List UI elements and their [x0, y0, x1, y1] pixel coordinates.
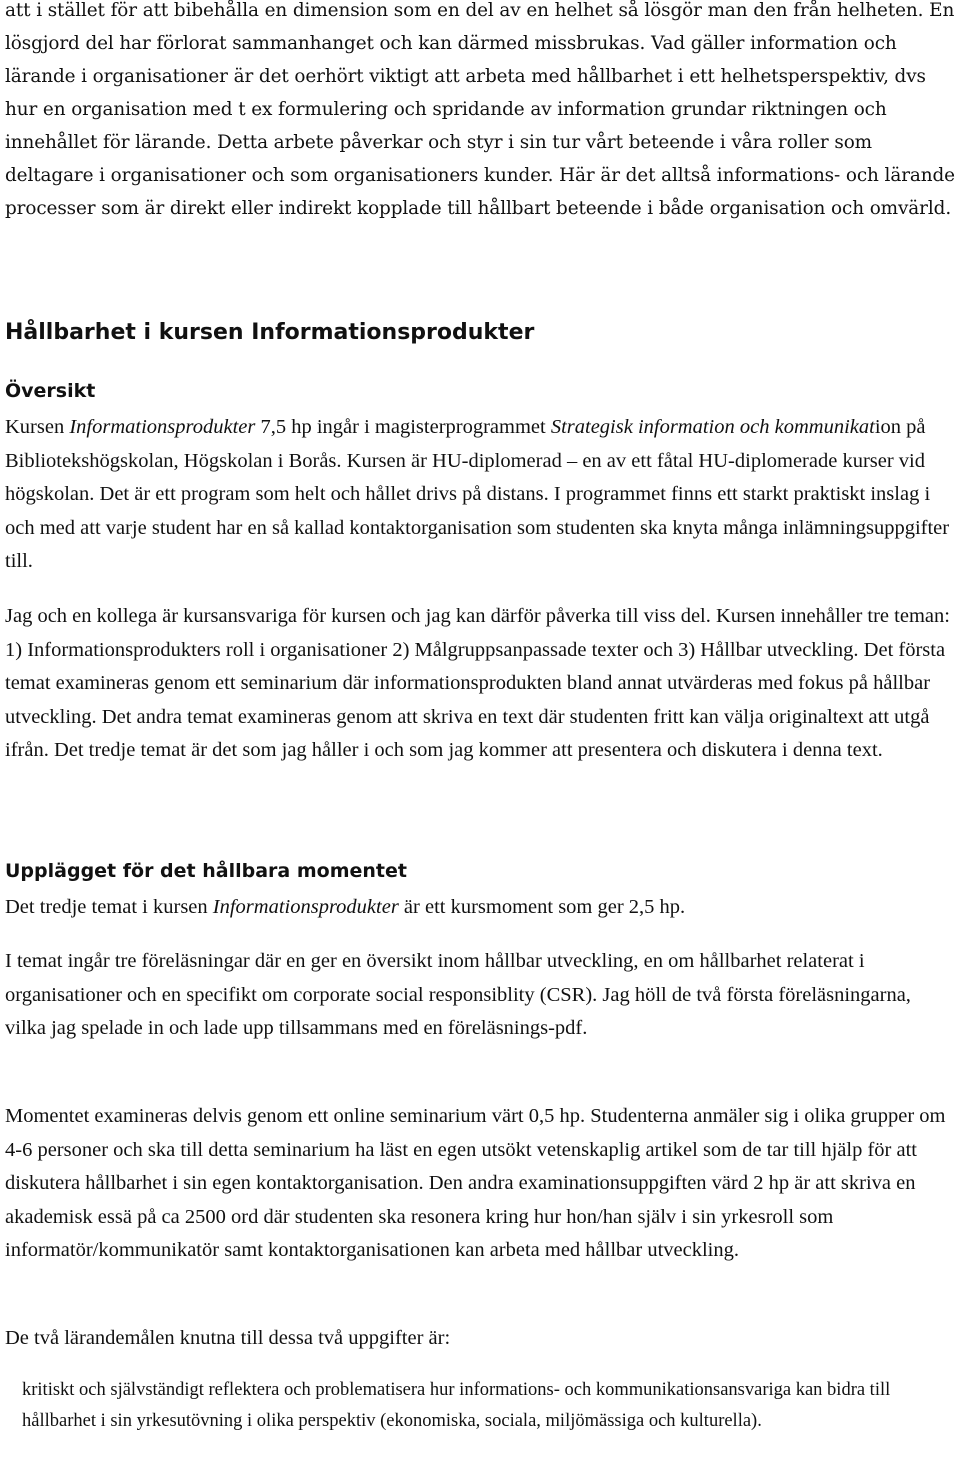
course-name: Informationsprodukter [69, 416, 256, 438]
course-overview-paragraph [5, 411, 957, 579]
text-run: Det tredje temat i kursen [5, 896, 213, 918]
lectures-paragraph: I temat ingår tre föreläsningar där en ger en översikt inom hållbar utveckling, en om hållbarhet relaterat i organisationer och en specifikt om corporate social responsiblity (CSR). Jag höll de två första föreläsningarna, vilka jag spelade in och lade upp tillsammans med en föreläsnings-pdf. [5, 950, 911, 1039]
responsibility-paragraph: Jag och en kollega är kursansvariga för kursen och jag kan därför påverka till viss del. Kursen innehåller tre teman: 1) Informationsprodukters roll i organisationer 2) Målgruppsanpassade texter och 3) Hållbar utveckling. Det första temat examineras genom ett seminarium där informationsprodukten bland annat utvärderas med fokus på hållbar utveckling. Det andra temat examineras genom att skriva en text där studenten fritt kan välja originaltext att utgå ifrån. Det tredje temat är det som jag håller i och som jag kommer att presentera och diskutera i denna text. [5, 605, 950, 761]
text-run: är ett kursmoment som ger 2,5 hp. [398, 896, 686, 918]
course-name: Informationsprodukter [212, 896, 399, 918]
learning-goal-quote: kritiskt och självständigt reflektera och problematisera hur informations- och kommunikationsansvariga kan bidra till hållbarhet i sin yrkesutövning i olika perspektiv (ekonomiska, sociala, miljömässiga och kulturella). [22, 1380, 891, 1431]
text-run: 7,5 hp ingår i magisterprogrammet [255, 416, 551, 438]
third-theme-paragraph [5, 891, 685, 925]
examination-paragraph: Momentet examineras delvis genom ett online seminarium värt 0,5 hp. Studenterna anmäler sig i olika grupper om 4-6 personer och ska till detta seminarium ha läst en egen utsökt vetenskaplig artikel som de tar till hjälp för att diskutera hållbarhet i sin egen kontaktorganisation. Den andra examinationsuppgiften värd 2 hp är att skriva en akademisk essä på ca 2500 ord där studenten ska resonera kring hur hon/han själv i sin yrkesroll som informatör/kommunikatör samt kontaktorganisationen kan arbeta med hållbar utveckling. [5, 1105, 946, 1261]
subheading-upplagg: Upplägget för det hållbara momentet [5, 860, 407, 882]
program-name: Strategisk information och kommunikat [550, 416, 875, 438]
subheading-oversikt: Översikt [5, 380, 96, 402]
text-run: ion på Bibliotekshögskolan, Högskolan i Borås. Kursen är HU-diplomerad – en av ett fåtal HU-diplomerade kurser vid högskolan. Det är ett program som helt och hållet drivs på distans. I programmet finns ett starkt praktiskt inslag i och med att varje student har en så kallad kontaktorganisation som studenten ska knyta många inlämningsuppgifter till. [5, 416, 950, 572]
section-heading-hallbarhet: Hållbarhet i kursen Informationsprodukter [5, 320, 535, 345]
learning-goals-paragraph: De två lärandemålen knutna till dessa två uppgifter är: [5, 1327, 451, 1349]
text-run: Kursen [5, 416, 70, 438]
intro-paragraph: att i stället för att bibehålla en dimension som en del av en helhet så lösgör man den från helheten. En lösgjord del har förlorat sammanhanget och kan därmed missbrukas. Vad gäller information och lärande i organisationer är det oerhört viktigt att arbeta med hållbarhet i ett helhetsperspektiv, dvs hur en organisation med t ex formulering och spridande av information grundar riktningen och innehållet för lärande. Detta arbete påverkar och styr i sin tur vårt beteende i våra roller som deltagare i organisationer och som organisationers kunder. Här är det alltså informations- och lärande processer som är direkt eller indirekt kopplade till hållbart beteende i både organisation och omvärld. [5, 0, 955, 219]
